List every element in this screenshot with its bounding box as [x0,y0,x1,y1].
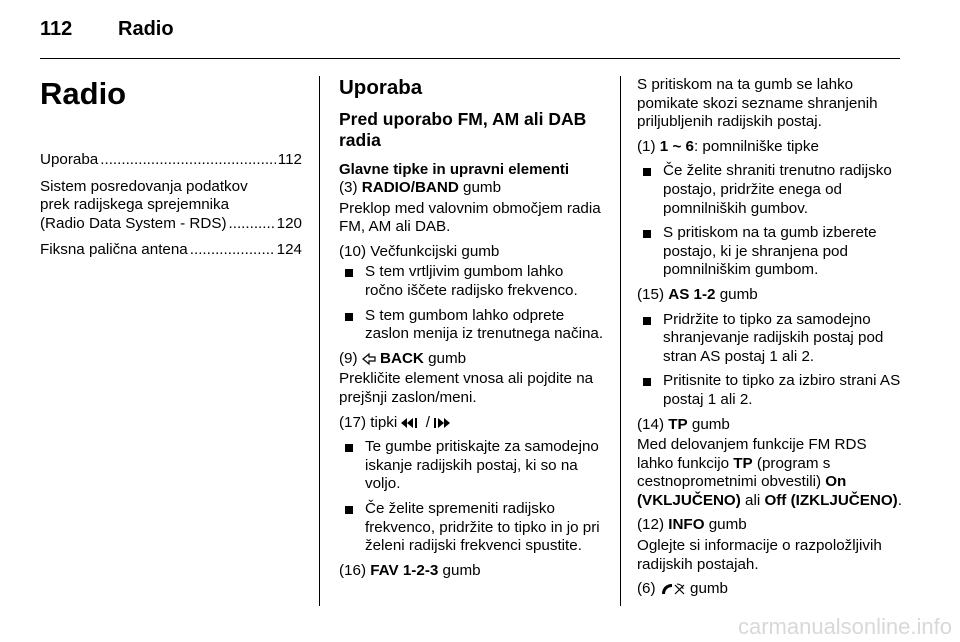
key-label: AS 1-2 [668,285,716,303]
toc-item-label: Fiksna palična antena [40,241,188,259]
item-prefix: (17) tipki [339,413,402,431]
section-heading-uporaba: Uporaba [339,76,423,99]
item-suffix: gumb [685,580,728,598]
item-suffix: gumb [704,516,747,534]
bullet-item: S tem gumbom lahko odprete zaslon menija iz trenutnega načina. [345,307,605,344]
back-arrow-icon [362,352,376,366]
key-label: TP [668,415,688,433]
page-number: 112 [40,18,73,40]
toc-item-page: 120 [276,214,302,232]
content-column-3 [637,76,907,605]
bullet-item: S pritiskom na ta gumb izberete postajo, ki je shranjena pod pomnilniškim gumbom. [643,224,907,280]
back-item [339,350,605,369]
bullet-item: Te gumbe pritiskajte za samodejno iskanje radijskih postaj, ki so na voljo. [345,438,605,494]
info-desc: Oglejte si informacije o razpoložljivih radijskih postajah. [637,537,882,573]
tp-desc-text: Med delovanjem funkcije FM RDS lahko funkcijo [637,436,867,472]
toc-item-page: 112 [277,151,302,168]
item-suffix: gumb [715,285,758,303]
item-number: (9) [339,349,362,367]
watermark: carmanualsonline.info [737,614,952,639]
chapter-title: Radio [40,76,127,111]
header-title: Radio [118,18,174,40]
toc-item-label: Uporaba [40,151,99,168]
toc-item-page: 124 [276,241,302,259]
tp-desc-text: (program s cestnoprometnimi obvestili) [637,454,831,491]
toc-item-label-cont: (Radio Data System - RDS) [40,214,227,232]
key-label: FAV 1-2-3 [370,561,439,579]
key-controls-heading: Glavne tipke in upravni elementi [339,161,570,178]
item-number: (15) [637,285,669,303]
skip-forward-icon [434,417,454,429]
item-number: (14) [637,415,669,433]
toc-item-label: Sistem posredovanja podatkov prek radijskega sprejemnika [40,177,248,214]
tp-desc-text: . [897,491,902,509]
toc-item-rds[interactable] [40,178,302,234]
bullet-item: S tem vrtljivim gumbom lahko ročno iščete radijsko frekvenco. [345,263,605,300]
toc-item-uporaba[interactable] [40,151,302,170]
item-number: (1) [637,137,660,155]
bullet-item: Če želite spremeniti radijsko frekvenco, pridržite to tipko in jo pri želeni radijski frekvenci spustite. [345,500,605,556]
tp-item [637,416,907,435]
subsection-heading: Pred uporabo FM, AM ali DAB radia [339,109,587,150]
column-divider-1 [319,76,320,606]
item-suffix: gumb [687,415,730,433]
info-item [637,516,907,535]
bullet-item: Če želite shraniti trenutno radijsko postajo, pridržite enega od pomnilniških gumbov. [643,162,907,218]
header-rule [40,58,900,59]
toc-item-antena[interactable] [40,241,302,260]
skip-back-icon [401,417,421,429]
key-label: BACK [380,349,424,367]
tp-desc-text: ali [740,491,765,509]
as-item [637,286,907,305]
on-label: On (VKLJUČENO) [637,473,847,509]
toc-column [40,76,302,268]
item-suffix: gumb [438,561,481,579]
item-number: (6) [637,580,660,598]
bullet-item: Pridržite to tipko za samodejno shranjevanje radijskih postaj pod stran AS postaj 1 ali 2. [643,311,907,367]
memory-item [637,138,907,157]
fav-item [339,562,605,581]
radio-band-item [339,179,605,198]
separator: / [421,413,435,431]
fav-desc: S pritiskom na ta gumb se lahko pomikate skozi sezname shranjenih priljubljenih radijskih postaj. [637,76,878,131]
key-label: RADIO/BAND [361,179,459,196]
seek-item [339,414,605,433]
key-label: INFO [668,516,705,534]
item-number: (3) [339,179,362,196]
item-suffix: : pomnilniške tipke [693,137,819,155]
off-label: Off (IZKLJUČENO) [764,491,898,509]
column-divider-2 [620,76,621,606]
item-suffix: gumb [423,349,467,367]
content-column-2 [339,76,605,586]
back-desc: Prekličite element vnosa ali pojdite na prejšnji zaslon/meni. [339,370,594,406]
phone-handset-icon [660,582,686,596]
radio-band-desc: Preklop med valovnim območjem radia FM, AM ali DAB. [339,199,601,236]
bullet-item: Pritisnite to tipko za izbiro strani AS postaj 1 ali 2. [643,372,907,409]
tp-desc [637,436,907,510]
item-number: (12) [637,516,669,534]
key-label: 1 ~ 6 [659,137,694,155]
multifunction-item: (10) Večfunkcijski gumb [339,242,500,260]
item-suffix: gumb [458,179,502,196]
phone-item [637,580,907,599]
item-number: (16) [339,561,371,579]
tp-key: TP [733,454,753,472]
